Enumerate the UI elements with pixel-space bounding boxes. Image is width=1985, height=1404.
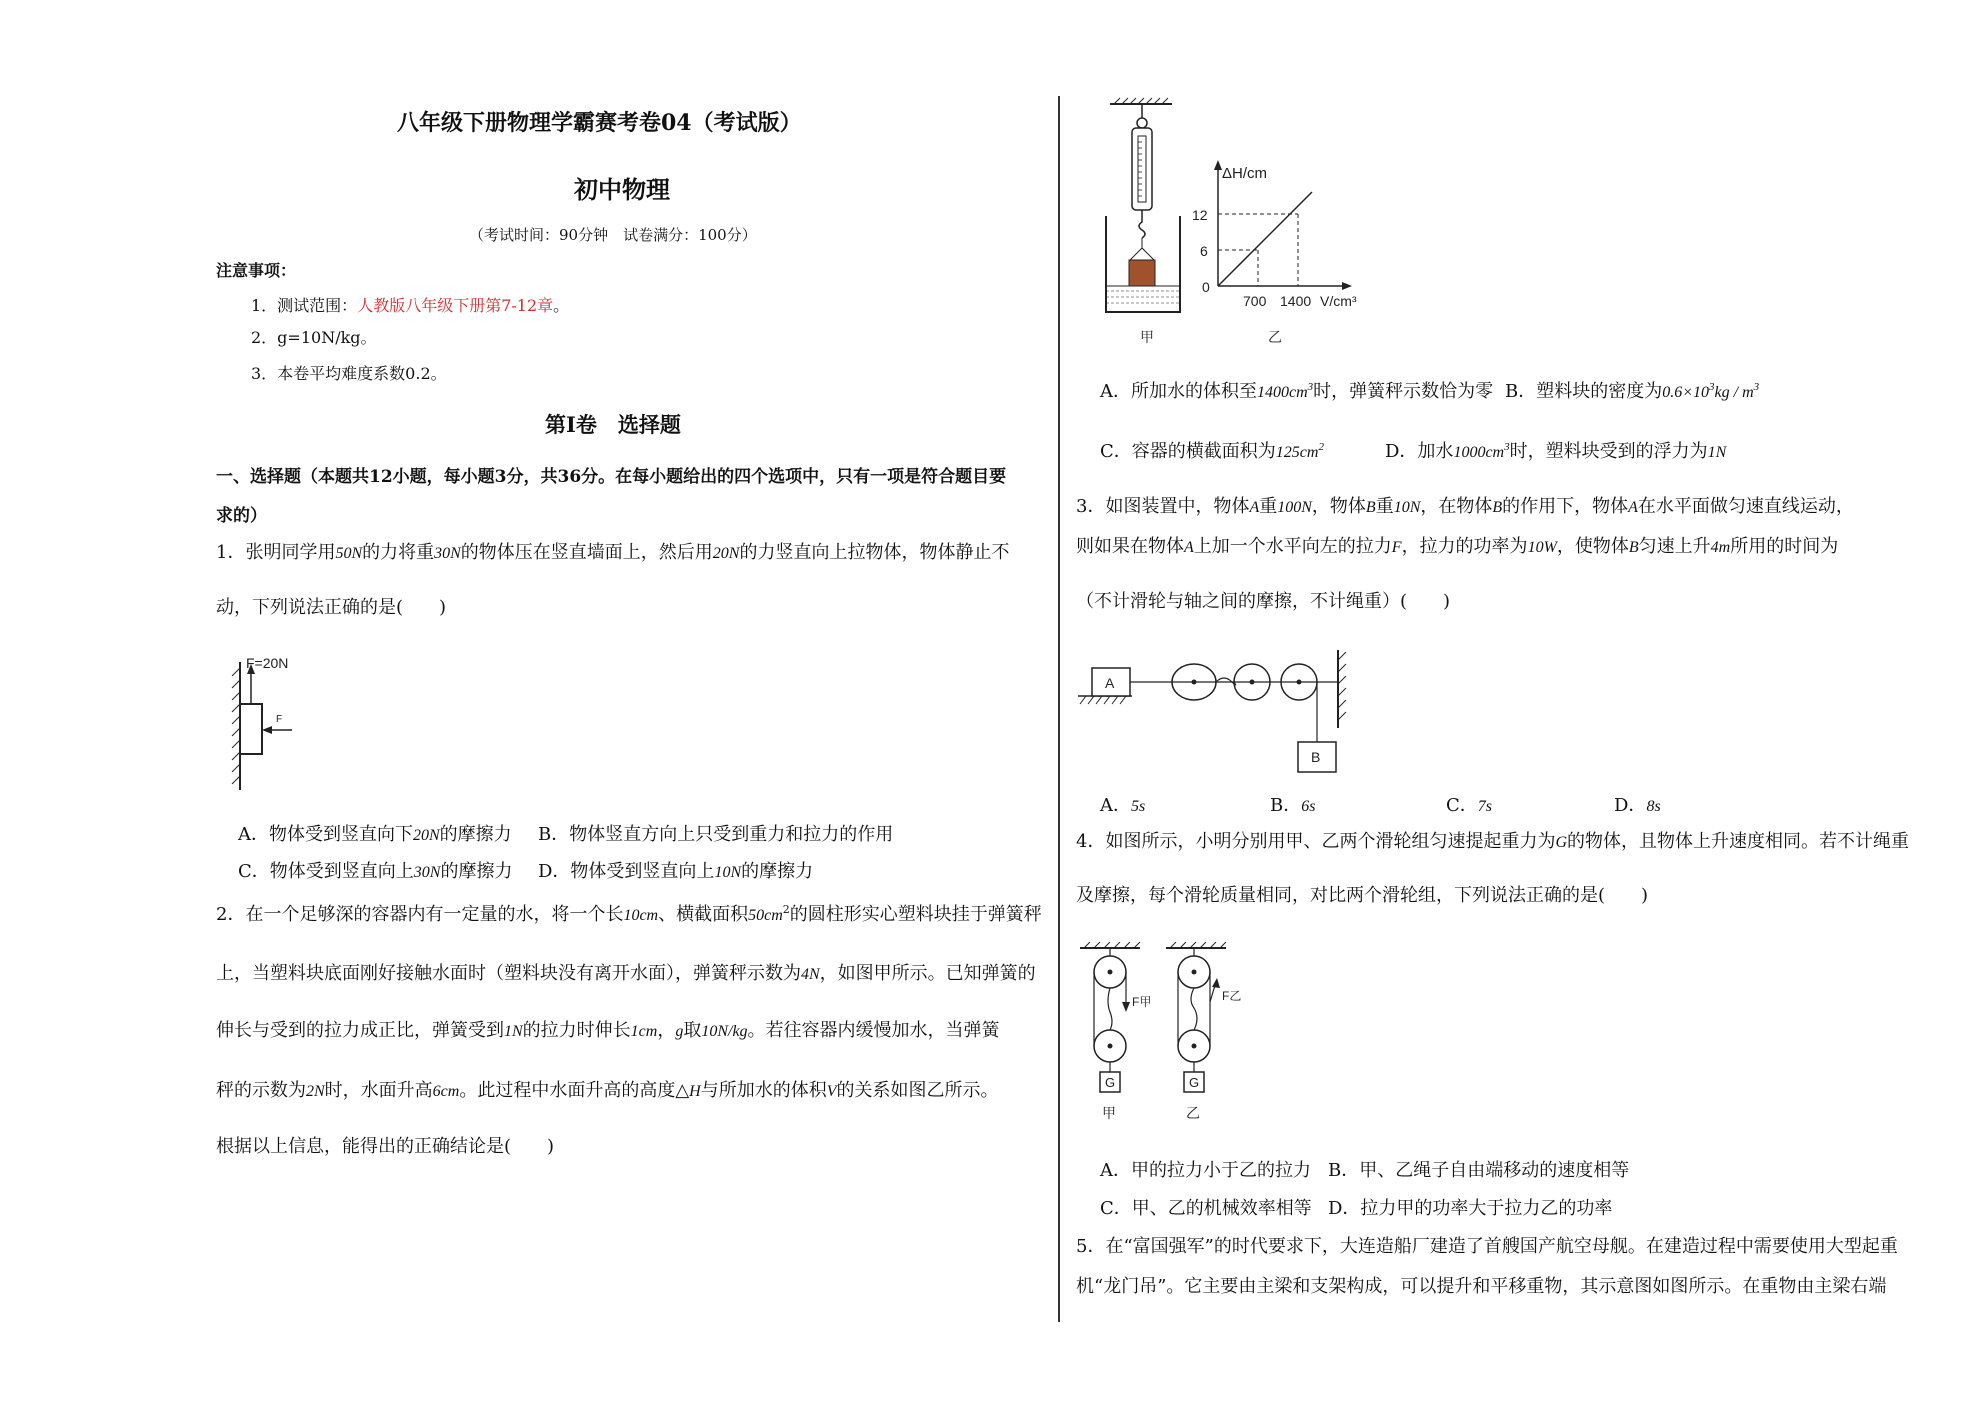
q3-option-a[interactable]: A．5s xyxy=(1100,795,1146,816)
q3-option-b[interactable]: B．6s xyxy=(1270,795,1316,816)
q1-option-b[interactable]: B．物体竖直方向上只受到重力和拉力的作用 xyxy=(538,824,894,845)
subject-title: 初中物理 xyxy=(574,175,670,204)
fig-label-f20: F=20N xyxy=(246,655,289,671)
q3-figure-pulley xyxy=(1076,646,1376,776)
note-item-3: 3．本卷平均难度系数0.2。 xyxy=(251,364,447,383)
fig-label-yi-4: 乙 xyxy=(1186,1105,1200,1121)
q3-option-d[interactable]: D．8s xyxy=(1614,795,1661,816)
q3-stem-line3: （不计滑轮与轴之间的摩擦，不计绳重）( ) xyxy=(1076,591,1451,612)
fig-label-b: B xyxy=(1311,749,1321,765)
q2-stem-line4: 秤的示数为2N时，水面升高6cm。此过程中水面升高的高度△H与所加水的体积V的关系如图乙所示。 xyxy=(216,1080,999,1101)
q1-option-c[interactable]: C．物体受到竖直向上30N的摩擦力 xyxy=(238,861,513,882)
q2-stem-line2: 上，当塑料块底面刚好接触水面时（塑料块没有离开水面），弹簧秤示数为4N，如图甲所示。已知弹簧的 xyxy=(216,963,1036,984)
q2-option-d[interactable]: D．加水$1000cm^3$时，塑料块受到的浮力为1N xyxy=(1385,441,1727,462)
wall-hatching xyxy=(232,668,240,784)
q2-stem-line3: 伸长与受到的拉力成正比，弹簧受到1N的拉力时伸长1cm，g取10N/kg。若往容器内缓慢加水，当弹簧 xyxy=(216,1020,1000,1041)
graph-tick-1400: 1400 xyxy=(1280,293,1312,309)
fig-label-g-jia: G xyxy=(1105,1075,1116,1090)
block xyxy=(240,704,262,754)
q1-stem-line1: 1．张明同学用50N的力将重30N的物体压在竖直墙面上，然后用20N的力竖直向上拉物体，物体静止不 xyxy=(216,542,1010,563)
q4-answer-paren: ( ) xyxy=(1598,885,1649,906)
q4-stem-line1: 4．如图所示，小明分别用甲、乙两个滑轮组匀速提起重力为G的物体，且物体上升速度相同。若不计绳重 xyxy=(1076,831,1910,852)
note-item-1 xyxy=(251,298,569,314)
q2-option-b[interactable]: B．塑料块的密度为$0.6\times 10^3kg / m^3$ xyxy=(1505,381,1760,402)
fig-label-f-jia: F甲 xyxy=(1132,995,1152,1009)
note-item-1-highlight: 人教版八年级下册第7-12章 xyxy=(357,296,554,315)
q4-option-b[interactable]: B．甲、乙绳子自由端移动的速度相等 xyxy=(1328,1160,1630,1181)
q4-figure-pulley-systems xyxy=(1076,942,1276,1132)
q1-answer-paren: ( ) xyxy=(396,597,447,618)
q4-option-c[interactable]: C．甲、乙的机械效率相等 xyxy=(1100,1198,1312,1219)
q1-stem-line2: 动，下列说法正确的是( ) xyxy=(216,597,447,618)
q5-stem-line1: 5．在“富国强军”的时代要求下，大连造船厂建造了首艘国产航空母舰。在建造过程中需要使用大型起重 xyxy=(1076,1236,1898,1257)
q3-option-c[interactable]: C．7s xyxy=(1446,795,1493,816)
spring-scale xyxy=(1132,128,1152,210)
page-title: 八年级下册物理学霸赛考卷04（考试版） xyxy=(397,110,802,136)
graph-y-label: ΔH/cm xyxy=(1222,165,1268,182)
q4-option-a[interactable]: A．甲的拉力小于乙的拉力 xyxy=(1100,1160,1311,1181)
note-item-2: 2．g=10N/kg。 xyxy=(251,328,377,347)
q1-figure-wall-block xyxy=(228,652,308,792)
graph-tick-700: 700 xyxy=(1243,293,1267,309)
q2-option-c[interactable]: C．容器的横截面积为$125cm^2$ xyxy=(1100,441,1324,462)
graph-dh-v xyxy=(1192,160,1357,345)
q1-option-a[interactable]: A．物体受到竖直向下20N的摩擦力 xyxy=(238,824,512,845)
section-title: 第Ⅰ卷 选择题 xyxy=(545,412,681,437)
note-item-1-suffix: 。 xyxy=(553,296,570,315)
fig-label-yi: 乙 xyxy=(1268,329,1282,345)
q2-answer-paren: ( ) xyxy=(504,1136,555,1157)
q3-answer-paren: ( ) xyxy=(1400,591,1451,612)
fig-label-f-yi: F乙 xyxy=(1222,989,1242,1003)
fig-label-jia-4: 甲 xyxy=(1102,1105,1116,1121)
fig-label-a: A xyxy=(1105,675,1115,691)
plastic-block xyxy=(1129,260,1155,286)
q4-option-d[interactable]: D．拉力甲的功率大于拉力乙的功率 xyxy=(1328,1198,1613,1219)
fig-label-f: F xyxy=(276,714,283,725)
graph-tick-12: 12 xyxy=(1192,207,1208,223)
q2-stem-line5: 根据以上信息，能得出的正确结论是( ) xyxy=(216,1136,555,1157)
notes-heading: 注意事项： xyxy=(216,261,297,280)
graph-x-label: V/cm³ xyxy=(1320,293,1357,309)
graph-origin: 0 xyxy=(1202,279,1210,295)
q4-stem-line2: 及摩擦，每个滑轮质量相同，对比两个滑轮组，下列说法正确的是( ) xyxy=(1076,885,1649,906)
q2-figure xyxy=(1100,96,1390,356)
column-divider xyxy=(1058,96,1060,1322)
q1-option-d[interactable]: D．物体受到竖直向上10N的摩擦力 xyxy=(538,861,814,882)
fig-label-jia: 甲 xyxy=(1140,329,1154,345)
q5-stem-line2: 机“龙门吊”。它主要由主梁和支架构成，可以提升和平移重物，其示意图如图所示。在重物由主梁右端 xyxy=(1076,1276,1887,1297)
q3-stem-line1: 3．如图装置中，物体A重100N，物体B重10N，在物体B的作用下，物体A在水平面做匀速直线运动， xyxy=(1076,496,1854,517)
graph-tick-6: 6 xyxy=(1200,243,1208,259)
fig-label-g-yi: G xyxy=(1189,1075,1200,1090)
exam-info: （考试时间：90分钟 试卷满分：100分） xyxy=(469,226,757,244)
q3-stem-line2: 则如果在物体A上加一个水平向左的拉力F，拉力的功率为10W，使物体B匀速上升4m所用的时间为 xyxy=(1076,536,1839,557)
q2-option-a[interactable]: A．所加水的体积至$1400cm^3$时，弹簧秤示数恰为零 xyxy=(1100,381,1494,402)
section-instructions-2: 求的） xyxy=(216,506,267,526)
q2-stem-line1: 2．在一个足够深的容器内有一定量的水，将一个长10cm、横截面积$50cm^2$的圆柱形实心塑料块挂于弹簧秤 xyxy=(216,903,1042,925)
section-instructions-1: 一、选择题（本题共12小题，每小题3分，共36分。在每小题给出的四个选项中，只有一项是符合题目要 xyxy=(216,467,1007,487)
note-item-1-prefix: 1．测试范围： xyxy=(251,296,358,315)
